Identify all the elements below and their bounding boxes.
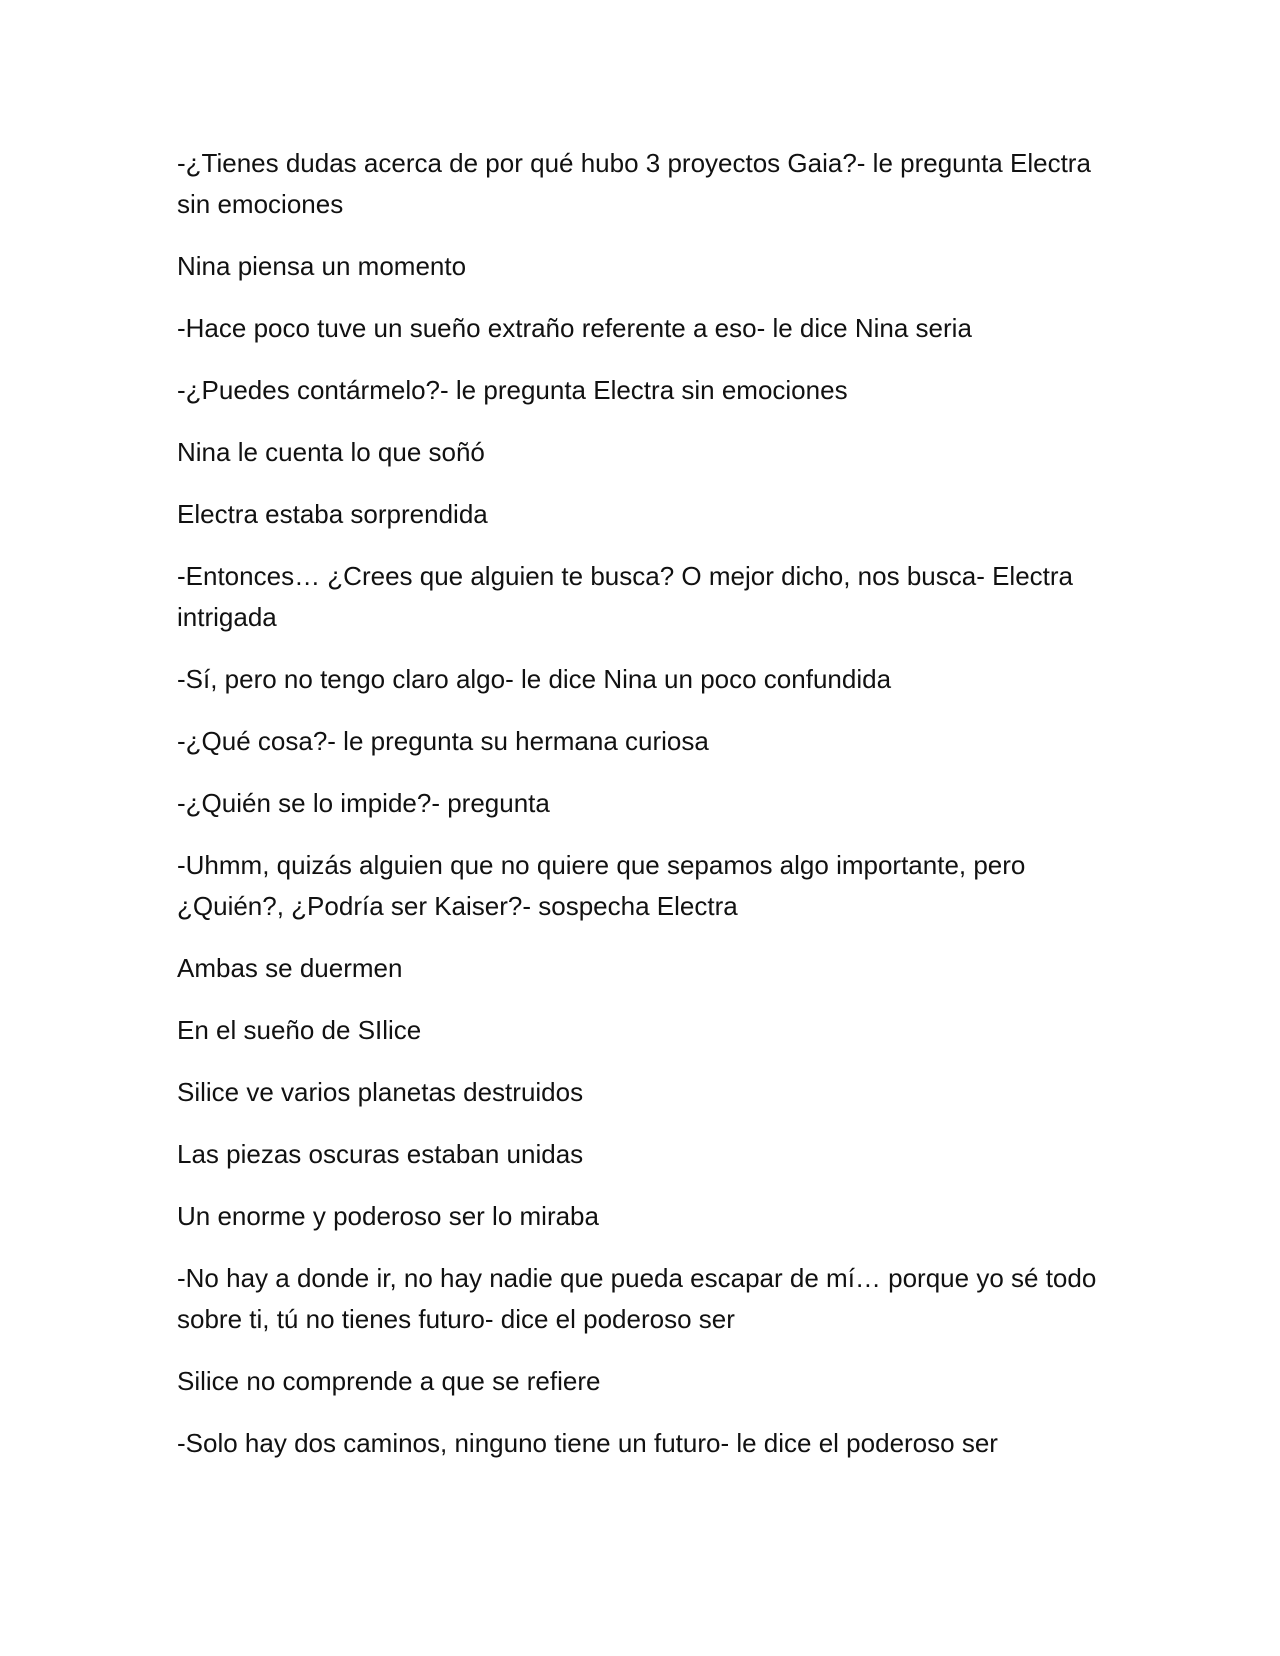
paragraph: -Uhmm, quizás alguien que no quiere que sepamos algo importante, pero ¿Quién?, ¿Podría ser Kaiser?- sospecha Electra	[177, 850, 1026, 921]
paragraph: -¿Quién se lo impide?- pregunta	[177, 788, 550, 818]
paragraph: -Sí, pero no tengo claro algo- le dice Nina un poco confundida	[177, 664, 892, 694]
paragraph: Silice no comprende a que se refiere	[177, 1366, 601, 1396]
paragraph: Nina le cuenta lo que soñó	[177, 437, 485, 467]
paragraph: Las piezas oscuras estaban unidas	[177, 1139, 584, 1169]
paragraph: -Entonces… ¿Crees que alguien te busca? O mejor dicho, nos busca- Electra intrigada	[177, 561, 1074, 632]
paragraph: -Solo hay dos caminos, ninguno tiene un futuro- le dice el poderoso ser	[177, 1428, 998, 1458]
paragraph: Ambas se duermen	[177, 953, 403, 983]
paragraph: Un enorme y poderoso ser lo miraba	[177, 1201, 599, 1231]
paragraph: -No hay a donde ir, no hay nadie que pueda escapar de mí… porque yo sé todo sobre ti, tú no tienes futuro- dice el poderoso ser	[177, 1263, 1097, 1334]
paragraph: Silice ve varios planetas destruidos	[177, 1077, 584, 1107]
paragraph: En el sueño de SIlice	[177, 1015, 422, 1045]
paragraph: Electra estaba sorprendida	[177, 499, 488, 529]
paragraph: -¿Qué cosa?- le pregunta su hermana curiosa	[177, 726, 709, 756]
paragraph: -¿Tienes dudas acerca de por qué hubo 3 proyectos Gaia?- le pregunta Electra sin emociones	[177, 148, 1091, 219]
document-body	[177, 143, 1097, 1485]
paragraph: -¿Puedes contármelo?- le pregunta Electra sin emociones	[177, 375, 848, 405]
paragraph: -Hace poco tuve un sueño extraño referente a eso- le dice Nina seria	[177, 313, 972, 343]
paragraph: Nina piensa un momento	[177, 251, 467, 281]
